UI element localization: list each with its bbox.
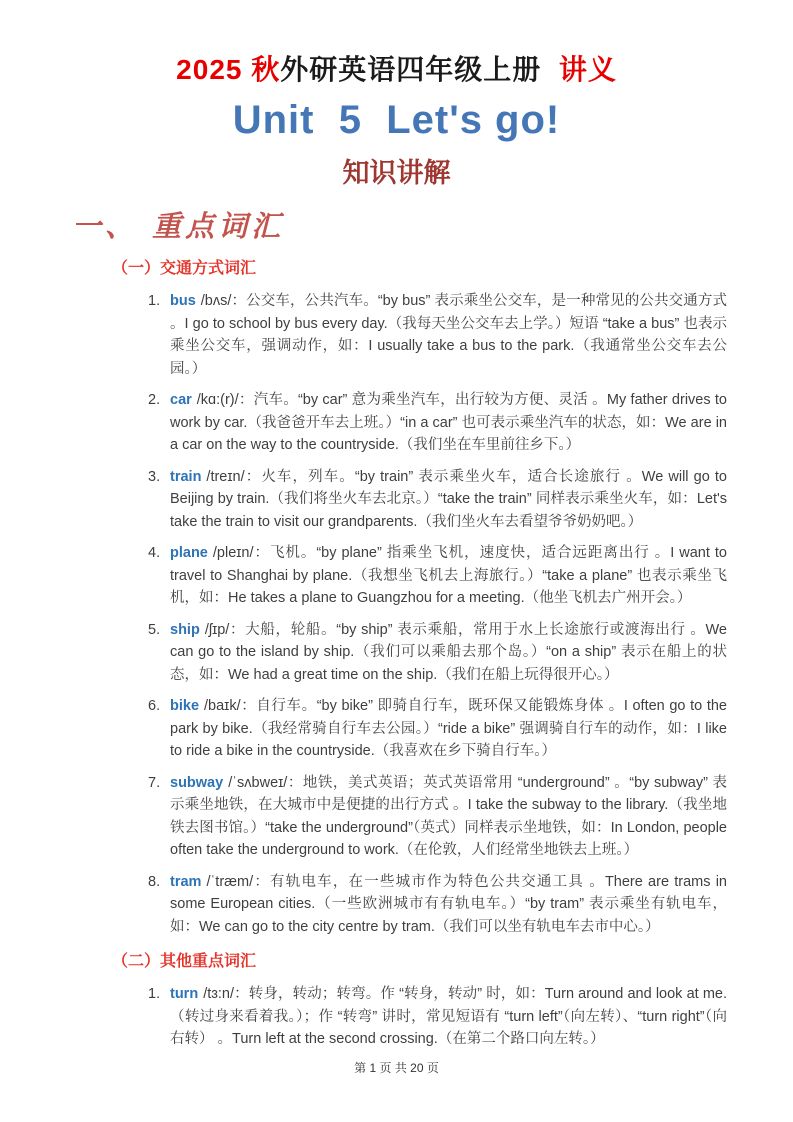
item-number: 5. bbox=[148, 621, 161, 638]
vocab-entry bbox=[170, 542, 727, 610]
vocab-definition: /ˈtræm/：有轨电车，在一些城市作为特色公共交通工具 。There are trams in some European cities.（一些欧洲城市有有轨电车。）“by tram” 表示乘坐有轨电车，如：We can go to the city centre by tram.（我们可以坐有轨电车去市中心。） bbox=[170, 873, 727, 935]
vocab-entry bbox=[170, 983, 727, 1051]
vocab-entry bbox=[170, 290, 727, 380]
vocab-word: bus bbox=[170, 293, 196, 309]
vocab-definition: /treɪn/：火车，列车。“by train” 表示乘坐火车，适合长途旅行 。We will go to Beijing by train.（我们将坐火车去北京。）“take the train” 同样表示乘坐火车，如：Let's take the train to visit our grandparents.（我们坐火车去看望爷爷奶奶吧。） bbox=[170, 468, 727, 530]
vocab-item-plane bbox=[148, 542, 727, 610]
vocab-word: plane bbox=[170, 545, 208, 561]
vocab-word: turn bbox=[170, 986, 199, 1002]
item-number: 7. bbox=[148, 774, 161, 791]
item-number: 3. bbox=[148, 468, 161, 485]
vocab-definition: /pleɪn/：飞机。“by plane” 指乘坐飞机，速度快，适合远距离出行 。I want to travel to Shanghai by plane.（我想坐飞机去上海旅行。）“take a plane” 也表示乘坐飞机，如：He takes a plane to Guangzhou for a meeting.（他坐飞机去广州开会。） bbox=[170, 545, 727, 606]
document-title bbox=[0, 48, 793, 88]
vocab-item-tram bbox=[148, 871, 727, 939]
vocab-definition: /tɜ:n/：转身，转动；转弯。作 “转身，转动” 时，如：Turn around and look at me.（转过身来看着我。）；作 “转弯” 讲时，常见短语有 “turn left”（向左转）、“turn right”（向右转） 。Turn left at the second crossing.（在第二个路口向左转。） bbox=[170, 986, 727, 1047]
vocab-definition: /baɪk/：自行车。“by bike” 即骑自行车，既环保又能锻炼身体 。I often go to the park by bike.（我经常骑自行车去公园。）“ride a bike” 强调骑自行车的动作，如：I like to ride a bike in the countryside.（我喜欢在乡下骑自行车。） bbox=[170, 698, 727, 759]
vocab-entry bbox=[170, 695, 727, 763]
vocab-entry bbox=[170, 871, 727, 939]
item-number: 6. bbox=[148, 698, 161, 714]
item-number: 1. bbox=[148, 293, 161, 309]
page-number-footer: 第 1 页 共 20 页 bbox=[354, 1061, 439, 1075]
knowledge-section-title: 知识讲解 bbox=[342, 158, 451, 189]
title-book-name: 外研英语四年级上册 bbox=[280, 54, 542, 85]
item-number: 8. bbox=[148, 873, 161, 890]
vocab-item-train bbox=[148, 466, 727, 534]
vocab-item-subway bbox=[148, 772, 727, 862]
item-number: 2. bbox=[148, 392, 161, 408]
vocab-definition: /bʌs/：公交车，公共汽车。“by bus” 表示乘坐公交车，是一种常见的公共交通方式 。I go to school by bus every day.（我每天坐公交车去上学。）短语 “take a bus” 也表示乘坐公交车，强调动作，如：I usually take a bus to the park.（我通常坐公交车去公园。） bbox=[170, 293, 727, 377]
title-year-season: 2025 秋 bbox=[176, 54, 281, 85]
subheading-transport-vocab: （一）交通方式词汇 bbox=[112, 260, 257, 277]
vocab-item-ship bbox=[148, 619, 727, 687]
other-vocab-list bbox=[148, 983, 727, 1051]
item-number: 4. bbox=[148, 545, 161, 561]
item-number: 1. bbox=[148, 986, 161, 1002]
vocab-entry bbox=[170, 466, 727, 534]
vocab-definition: /ˈsʌbweɪ/：地铁，美式英语；英式英语常用 “underground” 。“by subway” 表示乘坐地铁，在大城市中是便捷的出行方式 。I take the subway to the library.（我坐地铁去图书馆。）“take the underground”（英式）同样表示坐地铁，如：In London, people often take the underground to work.（在伦敦，人们经常坐地铁去上班。） bbox=[170, 774, 727, 858]
title-handout-label: 讲义 bbox=[541, 54, 617, 85]
vocab-item-turn bbox=[148, 983, 727, 1051]
vocab-entry bbox=[170, 619, 727, 687]
vocab-item-bus bbox=[148, 290, 727, 380]
vocab-entry bbox=[170, 772, 727, 862]
heading-key-vocabulary: 一、 重点词汇 bbox=[72, 209, 285, 243]
vocab-item-bike bbox=[148, 695, 727, 763]
vocab-word: bike bbox=[170, 698, 200, 714]
unit-title: Unit 5 Let's go! bbox=[232, 98, 561, 142]
vocab-entry bbox=[170, 389, 727, 457]
subheading-other-vocab: （二）其他重点词汇 bbox=[112, 953, 257, 970]
vocab-definition: /ʃɪp/：大船，轮船。“by ship” 表示乘船，常用于水上长途旅行或渡海出行 。We can go to the island by ship.（我们可以乘船去那个岛。）“on a ship” 表示在船上的状态，如：We had a great time on the ship.（我们在船上玩得很开心。） bbox=[170, 621, 727, 683]
vocab-definition: /kɑ:(r)/：汽车。“by car” 意为乘坐汽车，出行较为方便、灵活 。My father drives to work by car.（我爸爸开车去上班。）“in a car” 也可表示乘坐汽车的状态，如：We are in a car on the way to the countryside.（我们坐在车里前往乡下。） bbox=[170, 392, 727, 453]
vocab-word: train bbox=[170, 468, 202, 485]
transport-vocab-list bbox=[148, 290, 727, 938]
vocab-word: ship bbox=[170, 621, 200, 638]
vocab-word: subway bbox=[170, 774, 224, 791]
vocab-word: car bbox=[170, 392, 192, 408]
vocab-word: tram bbox=[170, 873, 202, 890]
vocab-item-car bbox=[148, 389, 727, 457]
